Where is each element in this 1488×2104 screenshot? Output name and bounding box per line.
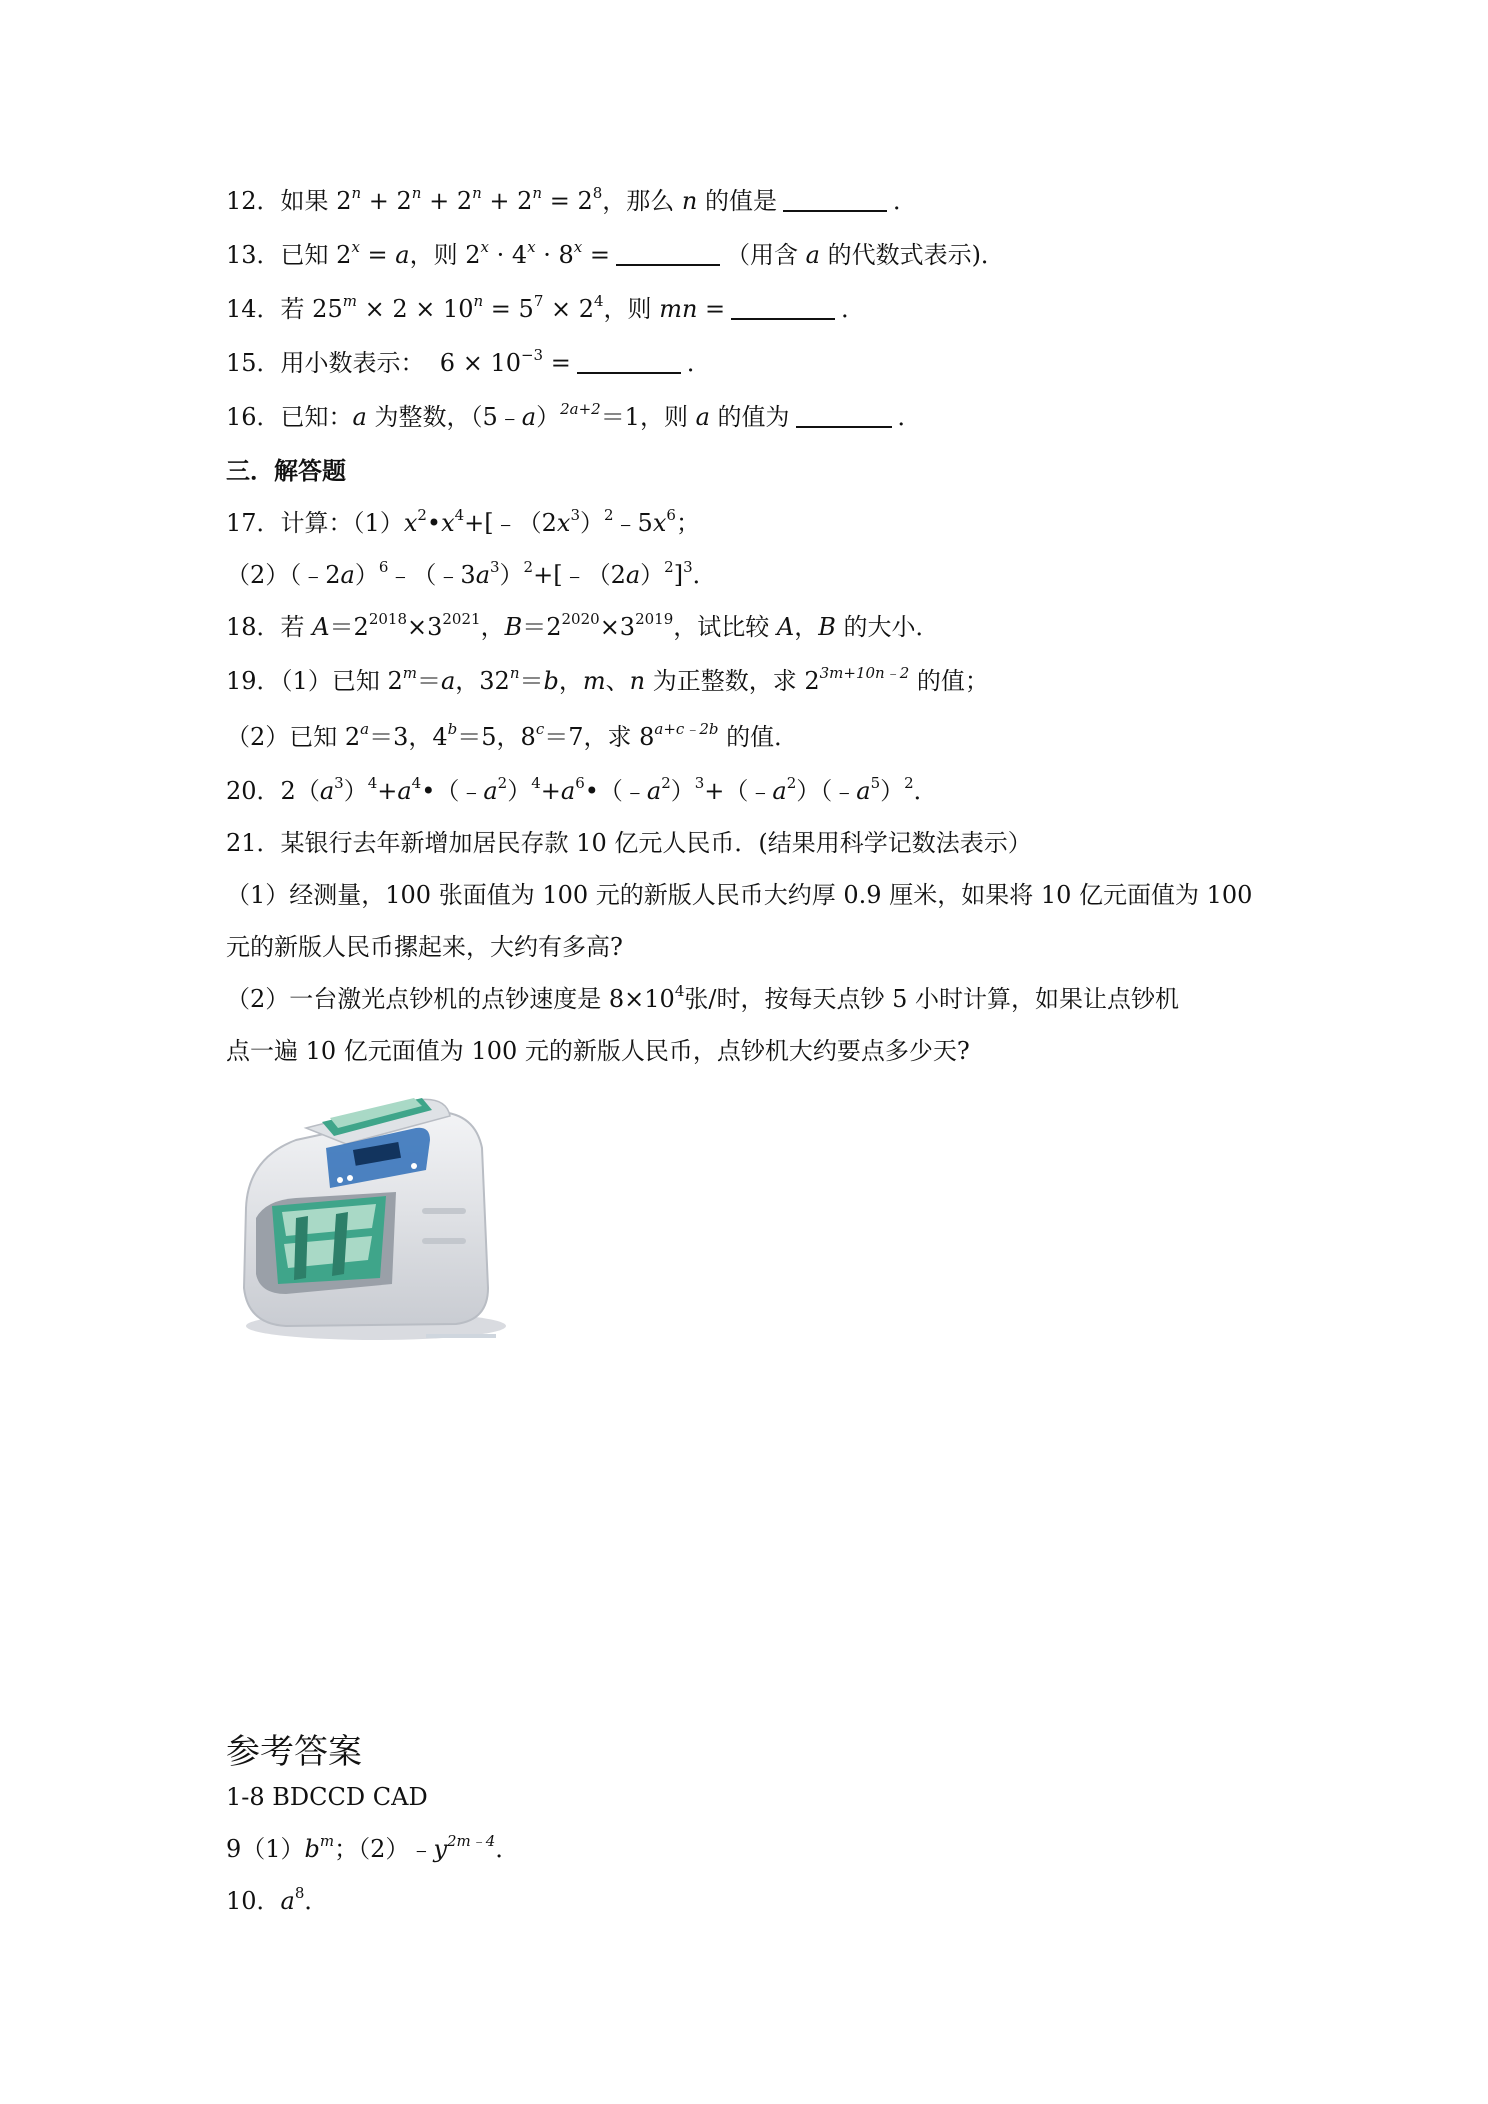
question-number: 20．: [226, 777, 281, 805]
cash-counter-image: [226, 1088, 506, 1350]
question-number: 12．: [226, 187, 281, 215]
question-14: 14．若 $25^m \times 2 \times 10^n = 5^7 \times 2^4$，则 mn = ．: [226, 292, 866, 323]
question-18: 18．若 $A=2^{2018}\times 3^{2021}$，$B=2^{2020}\times 3^{2019}$，试比较 A，B 的大小．: [226, 610, 940, 641]
cash-counting-machine-icon: [226, 1088, 506, 1350]
question-number: 18．: [226, 613, 281, 641]
question-13: 13．已知 $2^x = a$，则 $2^x \cdot 4^x \cdot 8^x$ = （用含 a 的代数式表示)．: [226, 238, 1005, 269]
question-12: 12．如果 $2^n + 2^n + 2^n + 2^n = 2^8$，那么 n 的值是 ．: [226, 184, 918, 215]
question-15: 15．用小数表示： $6 \times 10^{-3}$ = ．: [226, 346, 711, 377]
question-number: 15．: [226, 349, 281, 377]
section-heading: 三．解答题: [226, 457, 346, 485]
question-number: 14．: [226, 295, 281, 323]
answer-blank[interactable]: [731, 296, 835, 320]
question-number: 13．: [226, 241, 281, 269]
question-19-part2: （2）已知 $2^a=3$，$4^b=5$，$8^c=7$，求 $8^{a+c﹣2b}$ 的值．: [226, 720, 799, 751]
question-16: 16．已知：a 为整数，（5﹣a）$^{2a+2}$＝1，则 a 的值为 ．: [226, 400, 922, 431]
question-21-part2-cont: 点一遍 10 亿元面值为 100 元的新版人民币，点钞机大约要点多少天?: [226, 1037, 970, 1065]
question-21-part1: （1）经测量，100 张面值为 100 元的新版人民币大约厚 0.9 厘米，如果将 10 亿元面值为 100: [226, 881, 1253, 909]
question-number: 17．: [226, 509, 281, 537]
question-21-part1-cont: 元的新版人民币摞起来，大约有多高?: [226, 933, 623, 961]
answer-blank[interactable]: [577, 350, 681, 374]
question-21-part2: （2）一台激光点钞机的点钞速度是 $8\times 10^4$张/时，按每天点钞 5 小时计算，如果让点钞机: [226, 982, 1179, 1013]
answer-10: 10．$a^8$．: [226, 1884, 329, 1915]
question-19-part1: 19．（1）已知 $2^m=a$，$32^n=b$，m、n 为正整数，求 $2^{3m+10n﹣2}$ 的值；: [226, 664, 989, 695]
question-20: 20．$2(a^3)^4+a^4•(﹣a^2)^4+a^6•(﹣a^2)^3+(﹣a^2)(﹣a^5)^2$．: [226, 774, 938, 805]
answer-section-title: 参考答案: [226, 1732, 362, 1772]
question-number: 19．: [226, 667, 281, 695]
answer-9: $9(1)b^m$；$(2)﹣y^{2m﹣4}$．: [226, 1832, 520, 1863]
question-17-part2: $(2)(﹣2a)^6﹣(﹣3a^3)^2+[﹣(2a)^2]^3$．: [226, 558, 717, 589]
question-21: 21．某银行去年新增加居民存款 10 亿元人民币．(结果用科学记数法表示）: [226, 829, 1032, 857]
question-number: 21．: [226, 829, 281, 857]
question-17-part1: 17．计算：$(1)x^2•x^4+[﹣(2x^3)^2﹣5x^6$；: [226, 506, 700, 537]
answer-blank[interactable]: [783, 188, 887, 212]
answer-1-8: 1-8 BDCCD CAD: [226, 1783, 428, 1811]
question-number: 16．: [226, 403, 281, 431]
answer-blank[interactable]: [796, 404, 892, 428]
answer-blank[interactable]: [616, 242, 720, 266]
